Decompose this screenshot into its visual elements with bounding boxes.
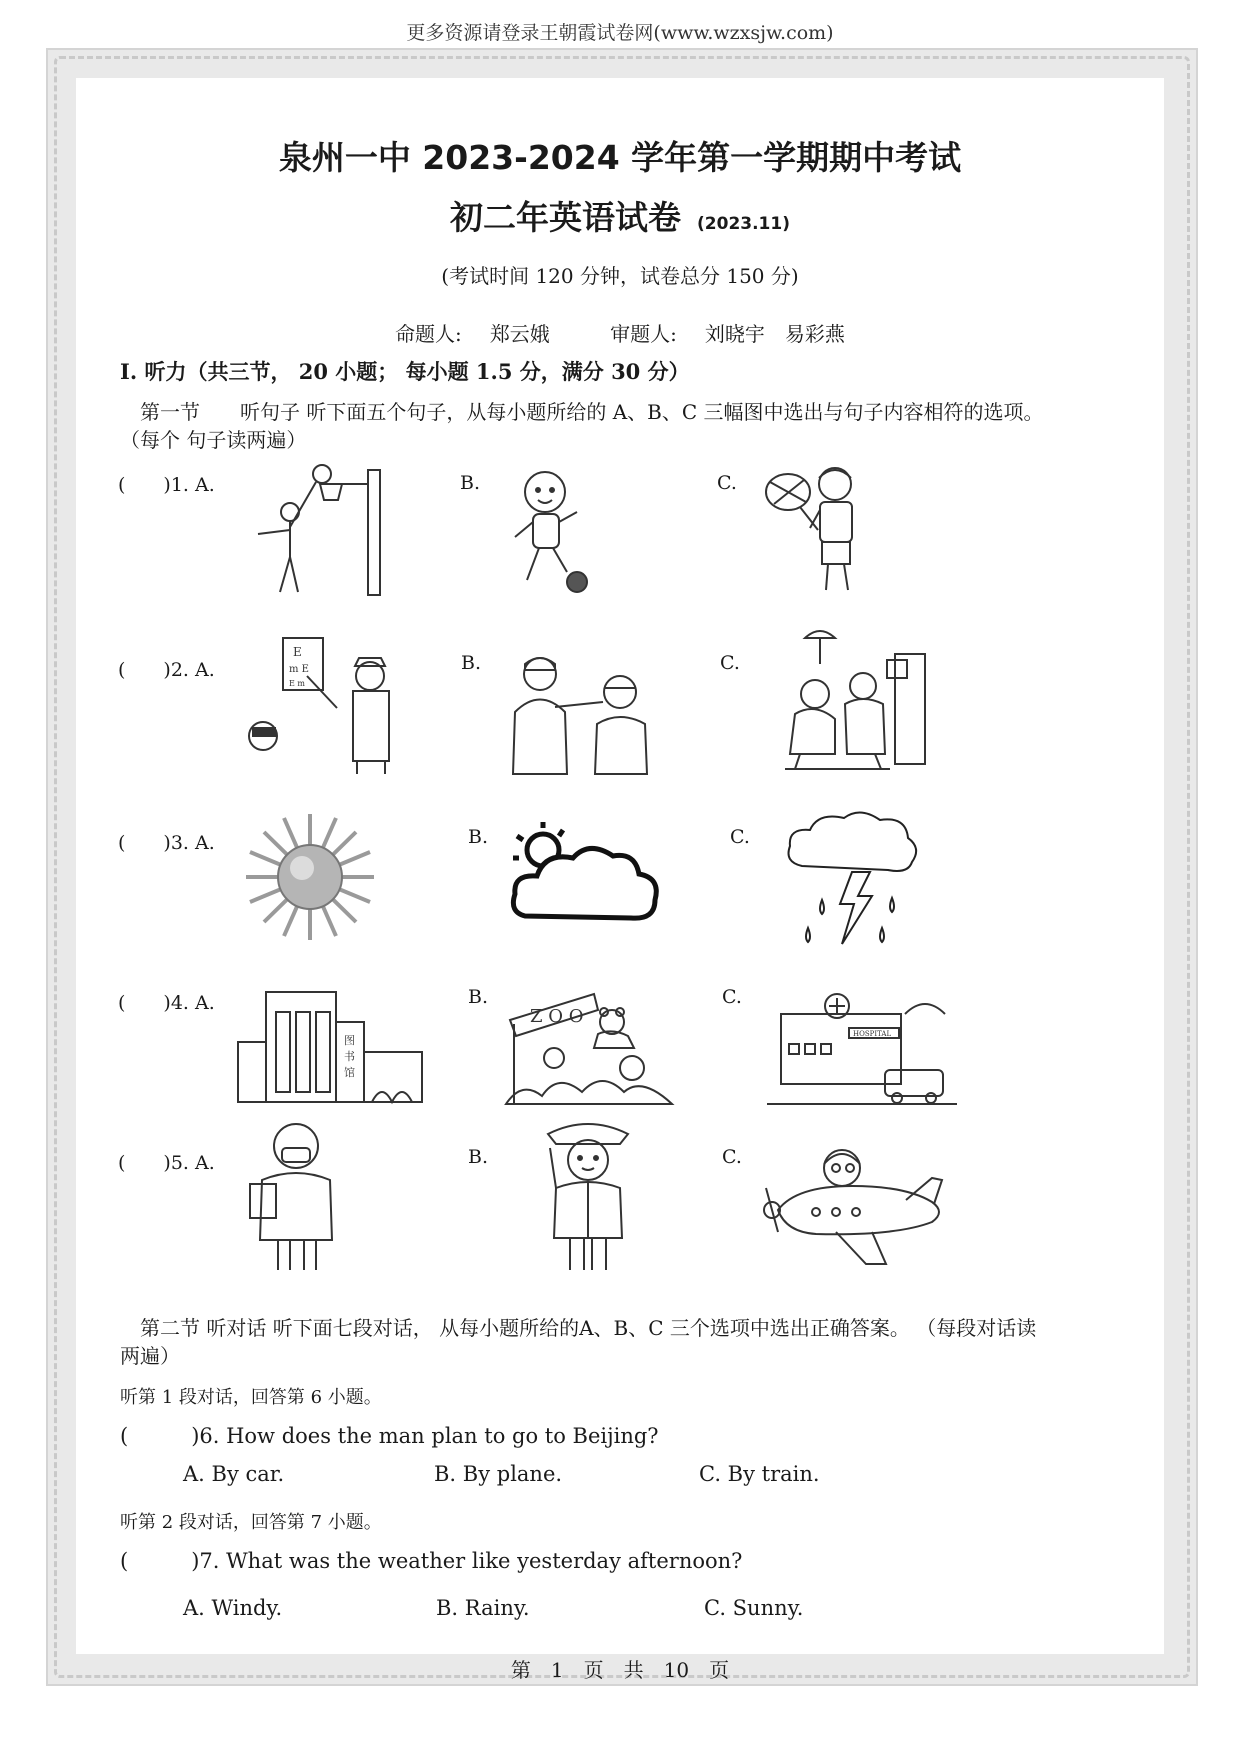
question-4-option-c: C. <box>722 986 742 1008</box>
question-5-label: ( )5. A. <box>118 1152 215 1174</box>
doctor-exam-icon <box>505 652 655 777</box>
soccer-player-icon <box>505 462 605 597</box>
reviewer-label: 审题人: <box>610 322 677 346</box>
question-2-option-b: B. <box>461 652 482 674</box>
question-7-option-a: A. Windy. <box>183 1596 283 1620</box>
svg-text:图: 图 <box>344 1034 355 1047</box>
question-1-label: ( )1. A. <box>118 474 215 496</box>
question-2-option-c: C. <box>720 652 740 674</box>
site-header: 更多资源请登录王朝霞试卷网(www.wzxsjw.com) <box>406 22 834 44</box>
question-6-option-c: C. By train. <box>699 1462 820 1486</box>
paper-subject: 初二年英语试卷 <box>450 198 682 237</box>
page-number: 第 1 页 共 10 页 <box>510 1658 730 1682</box>
question-4-label: ( )4. A. <box>118 992 215 1014</box>
svg-text:m E: m E <box>289 664 309 675</box>
police-officer-icon <box>540 1114 635 1274</box>
question-6-option-a: A. By car. <box>183 1462 285 1486</box>
dialogue-1-prompt: 听第 1 段对话，回答第 6 小题。 <box>120 1387 382 1408</box>
exam-title: 泉州一中 2023-2024 学年第一学期期中考试 <box>278 138 962 177</box>
eye-test-icon <box>245 636 405 776</box>
reviewer-names: 刘晓宇 易彩燕 <box>704 322 845 346</box>
pilot-icon <box>756 1140 951 1270</box>
cloudy-sun-icon <box>505 816 665 931</box>
question-7: ( )7. What was the weather like yesterday afternoon? <box>120 1549 743 1573</box>
part1-instruction-cont: （每个 句子读两遍） <box>120 428 307 452</box>
doctor-icon <box>248 1118 343 1273</box>
svg-text:E m: E m <box>289 679 305 688</box>
question-4-option-b: B. <box>468 986 489 1008</box>
zoo-icon <box>502 984 677 1109</box>
question-3-label: ( )3. A. <box>118 832 215 854</box>
basketball-player-icon <box>250 462 400 597</box>
question-6-option-b: B. By plane. <box>434 1462 563 1486</box>
dentist-icon <box>775 624 935 774</box>
paper-date: (2023.11) <box>697 214 790 234</box>
part2-instruction-cont: 两遍） <box>120 1344 180 1368</box>
question-3-option-c: C. <box>730 826 750 848</box>
question-2-label: ( )2. A. <box>118 659 215 681</box>
composer-name: 郑云娥 <box>489 322 550 346</box>
thunderstorm-icon <box>782 808 922 953</box>
question-1-option-b: B. <box>460 472 481 494</box>
section-heading: I. 听力（共三节， 20 小题； 每小题 1.5 分，满分 30 分） <box>120 359 690 384</box>
dialogue-2-prompt: 听第 2 段对话，回答第 7 小题。 <box>120 1512 382 1533</box>
question-7-option-c: C. Sunny. <box>704 1596 804 1620</box>
question-5-option-c: C. <box>722 1146 742 1168</box>
exam-info: (考试时间 120 分钟，试卷总分 150 分) <box>441 264 799 288</box>
setters-line <box>0 318 1240 347</box>
question-1-option-c: C. <box>717 472 737 494</box>
svg-text:馆: 馆 <box>344 1066 355 1079</box>
library-icon <box>232 982 427 1107</box>
question-3-option-b: B. <box>468 826 489 848</box>
tennis-player-icon <box>760 462 880 597</box>
part2-instruction: 第二节 听对话 听下面七段对话， 从每小题所给的A、B、C 三个选项中选出正确答案。 （每段对话读 <box>140 1316 1037 1340</box>
composer-label: 命题人: <box>395 322 462 346</box>
svg-text:Z O O: Z O O <box>530 1006 584 1027</box>
hospital-icon <box>765 984 960 1109</box>
question-7-option-b: B. Rainy. <box>436 1596 530 1620</box>
question-5-option-b: B. <box>468 1146 489 1168</box>
question-6: ( )6. How does the man plan to go to Beijing? <box>120 1424 659 1448</box>
svg-text:书: 书 <box>344 1050 355 1063</box>
svg-text:HOSPITAL: HOSPITAL <box>853 1030 892 1038</box>
svg-text:E: E <box>293 645 302 659</box>
sun-icon <box>240 812 380 942</box>
part1-instruction: 第一节 听句子 听下面五个句子，从每小题所给的 A、B、C 三幅图中选出与句子内容相符的选项。 <box>140 400 1044 424</box>
paper-title <box>0 192 1240 239</box>
